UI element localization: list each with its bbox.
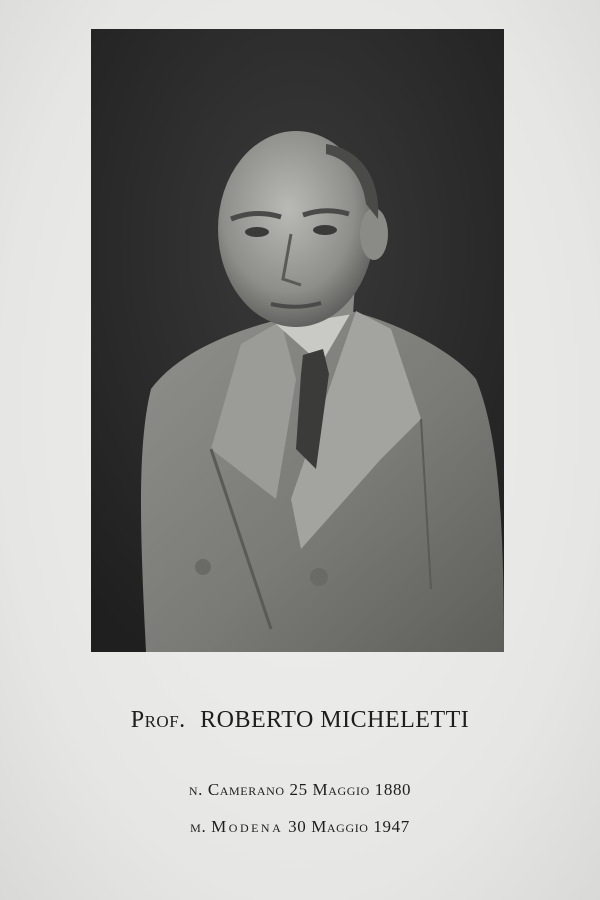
portrait-illustration: [91, 29, 504, 652]
birth-date: 25 Maggio 1880: [289, 780, 412, 799]
death-place: Modena: [211, 817, 284, 836]
birth-place: Camerano: [207, 780, 285, 799]
full-name: ROBERTO MICHELETTI: [200, 707, 470, 733]
death-date: 30 Maggio 1947: [288, 817, 410, 836]
death-prefix: m.: [190, 817, 207, 836]
academic-title: Prof.: [130, 707, 186, 733]
birth-line: [0, 780, 600, 800]
death-line: [0, 817, 600, 837]
portrait-photo: [91, 29, 504, 652]
name-caption: [0, 707, 600, 734]
birth-prefix: n.: [188, 780, 203, 799]
